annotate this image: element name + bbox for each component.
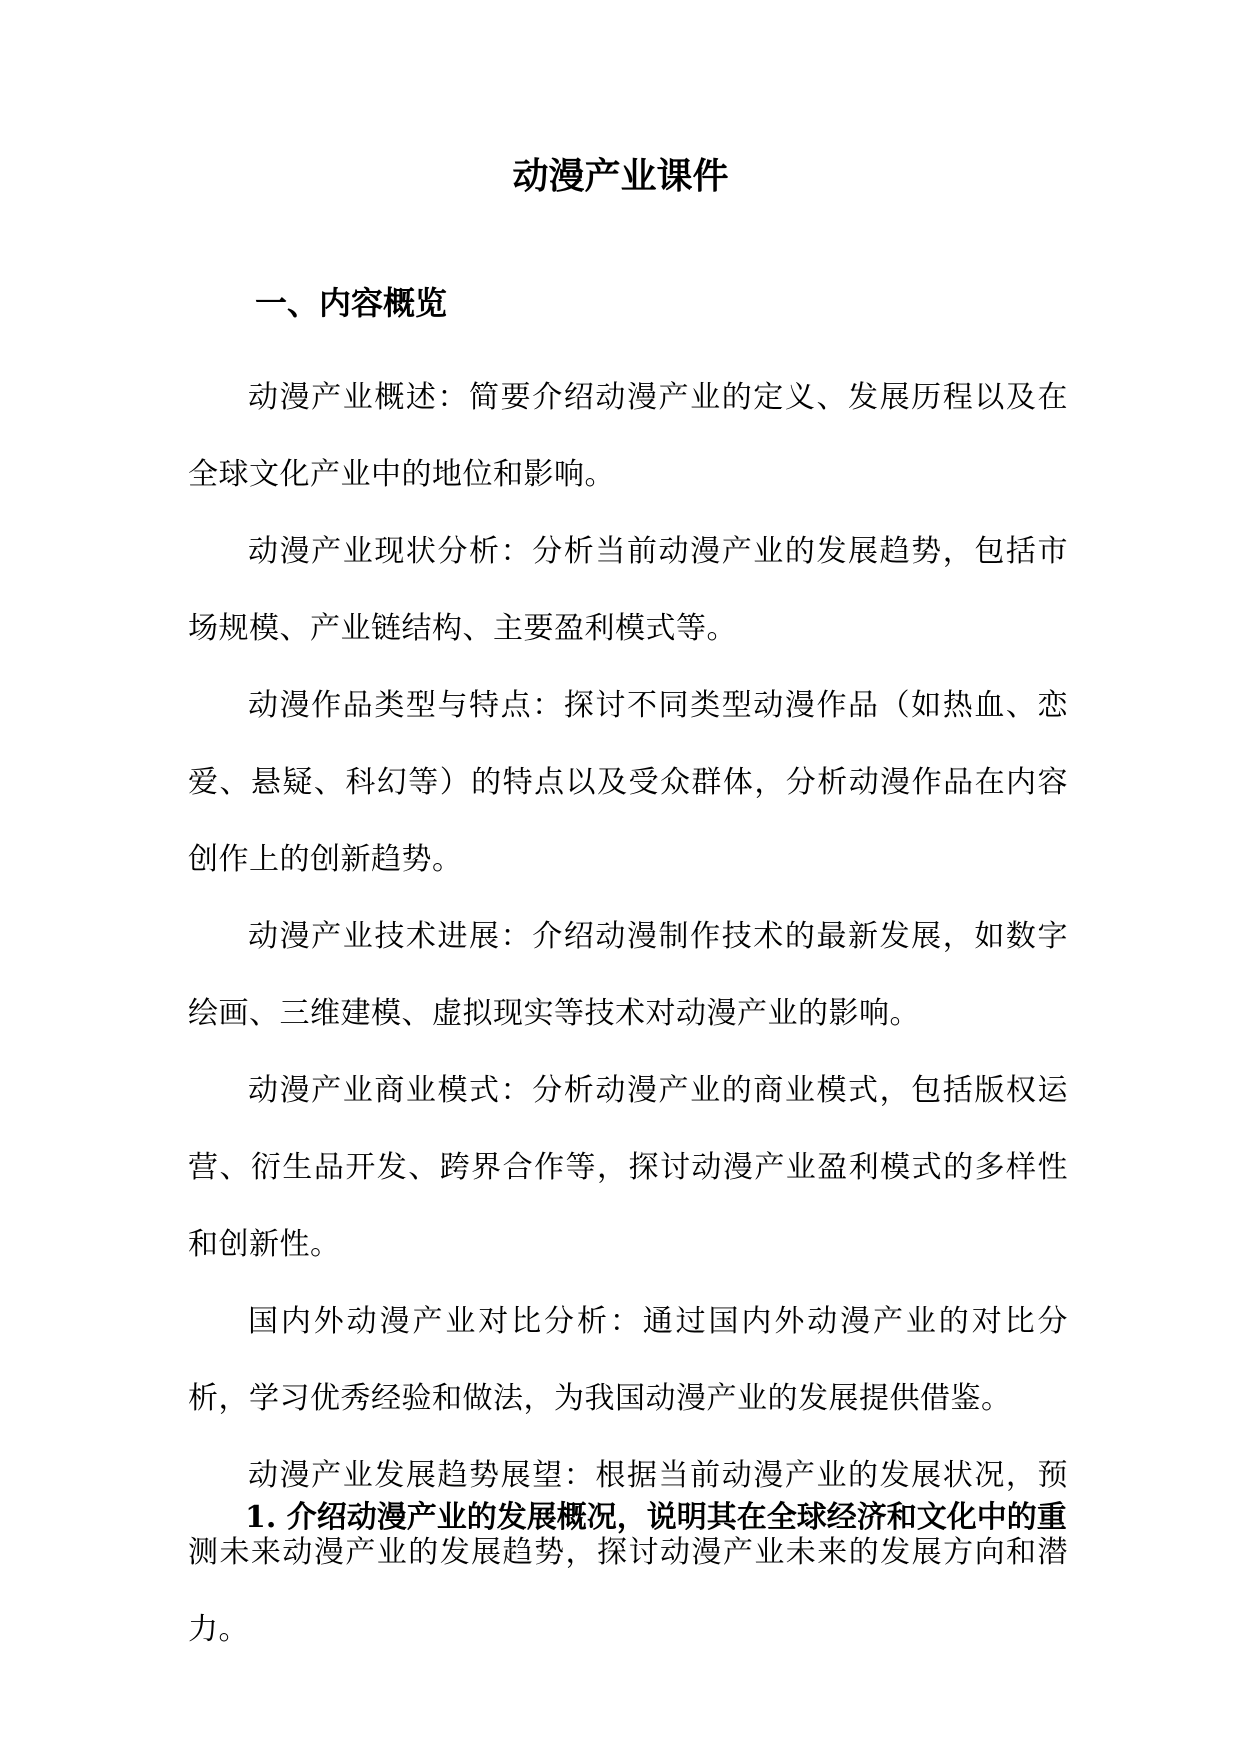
document-title: 动漫产业课件 (512, 155, 729, 197)
paragraph-comparison: 国内外动漫产业对比分析：通过国内外动漫产业的对比分析，学习优秀经验和做法，为我国动漫产业的发展提供借鉴。 (188, 1304, 1068, 1416)
paragraph-technology: 动漫产业技术进展：介绍动漫制作技术的最新发展，如数字绘画、三维建模、虚拟现实等技术对动漫产业的影响。 (188, 919, 1068, 1031)
paragraph-outlook: 动漫产业发展趋势展望：根据当前动漫产业的发展状况，预测未来动漫产业的发展趋势，探讨动漫产业未来的发展方向和潜力。 (188, 1458, 1068, 1647)
section-heading: 一、内容概览 (255, 284, 448, 322)
body-text (188, 359, 1068, 1668)
paragraph-work-types: 动漫作品类型与特点：探讨不同类型动漫作品（如热血、恋爱、悬疑、科幻等）的特点以及受众群体，分析动漫作品在内容创作上的创新趋势。 (188, 688, 1068, 877)
paragraph-status-analysis: 动漫产业现状分析：分析当前动漫产业的发展趋势，包括市场规模、产业链结构、主要盈利模式等。 (188, 534, 1068, 646)
paragraph-business-model: 动漫产业商业模式：分析动漫产业的商业模式，包括版权运营、衍生品开发、跨界合作等，探讨动漫产业盈利模式的多样性和创新性。 (188, 1073, 1068, 1262)
subheading-1: 1. 介绍动漫产业的发展概况，说明其在全球经济和文化中的重 (245, 1500, 1067, 1535)
paragraph-overview: 动漫产业概述：简要介绍动漫产业的定义、发展历程以及在全球文化产业中的地位和影响。 (188, 380, 1068, 492)
